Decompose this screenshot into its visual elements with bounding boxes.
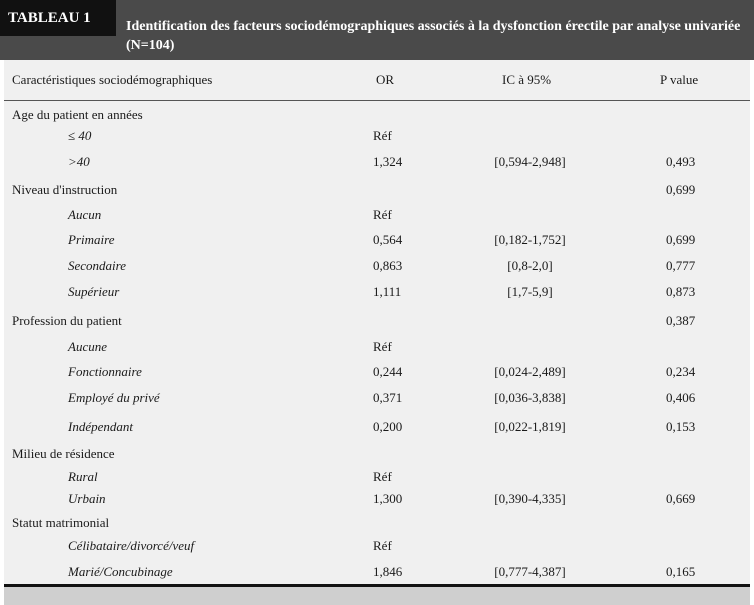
row-p-value: 0,699 [666, 232, 696, 247]
table-column-headers [4, 60, 750, 101]
row-label: Aucun [68, 207, 102, 222]
table-row [4, 390, 750, 408]
row-or: Réf [373, 339, 392, 354]
row-p-value: 0,777 [666, 258, 696, 273]
row-p-value: 0,406 [666, 390, 696, 405]
row-label: Rural [68, 469, 98, 484]
table-row [4, 419, 750, 437]
table-header-bar [0, 0, 754, 60]
row-p-value: 0,153 [666, 419, 696, 434]
row-label: Supérieur [68, 284, 120, 299]
row-label: Marié/Concubinage [68, 564, 173, 579]
row-label: Age du patient en années [12, 107, 143, 122]
row-ic: [0,777-4,387] [494, 564, 566, 579]
row-p-value: 0,669 [666, 491, 696, 506]
row-or: 1,111 [373, 284, 402, 299]
table-row [4, 128, 750, 146]
table-number-label: TABLEAU 1 [0, 0, 116, 36]
column-header-p-value: P value [660, 72, 699, 87]
row-label: Célibataire/divorcé/veuf [68, 538, 195, 553]
row-label: Secondaire [68, 258, 126, 273]
row-p-value: 0,493 [666, 154, 696, 169]
row-p-value: 0,699 [666, 182, 696, 197]
table-row [4, 339, 750, 357]
row-p-value: 0,165 [666, 564, 696, 579]
row-or: 1,324 [373, 154, 403, 169]
row-or: 0,371 [373, 390, 403, 405]
row-or: 0,244 [373, 364, 403, 379]
table-row [4, 232, 750, 250]
row-or: 1,846 [373, 564, 403, 579]
table-row [4, 364, 750, 382]
table-row [4, 182, 750, 200]
table-row [4, 469, 750, 487]
table-footer-bar [4, 587, 750, 605]
row-label: Indépendant [68, 419, 133, 434]
table-row [4, 515, 750, 533]
row-ic: [0,182-1,752] [494, 232, 566, 247]
row-ic: [0,390-4,335] [494, 491, 566, 506]
row-label: Primaire [68, 232, 115, 247]
column-header-characteristic: Caractéristiques sociodémographiques [12, 72, 213, 87]
row-p-value: 0,234 [666, 364, 696, 379]
row-p-value: 0,387 [666, 313, 696, 328]
row-label: ≤ 40 [68, 128, 92, 143]
row-label: Fonctionnaire [68, 364, 142, 379]
row-label: Employé du privé [68, 390, 160, 405]
row-ic: [1,7-5,9] [507, 284, 553, 299]
row-ic: [0,022-1,819] [494, 419, 566, 434]
column-header-or: OR [376, 72, 395, 87]
row-or: Réf [373, 538, 392, 553]
table-row [4, 313, 750, 331]
row-or: Réf [373, 469, 392, 484]
row-p-value: 0,873 [666, 284, 696, 299]
table-row [4, 491, 750, 509]
table-row [4, 446, 750, 464]
table-title: Identification des facteurs sociodémographiques associés à la dysfonction érectile par analyse univariée (N=104) [126, 19, 741, 53]
row-label: Statut matrimonial [12, 515, 110, 530]
table-row [4, 258, 750, 276]
row-label: Urbain [68, 491, 106, 506]
row-or: 0,200 [373, 419, 403, 434]
table-row [4, 207, 750, 225]
row-ic: [0,024-2,489] [494, 364, 566, 379]
row-label: Aucune [68, 339, 107, 354]
row-ic: [0,594-2,948] [494, 154, 566, 169]
row-or: 1,300 [373, 491, 403, 506]
row-label: Milieu de résidence [12, 446, 115, 461]
row-or: 0,863 [373, 258, 403, 273]
column-header-ic: IC à 95% [502, 72, 552, 87]
row-ic: [0,036-3,838] [494, 390, 566, 405]
table-row [4, 154, 750, 172]
row-label: Niveau d'instruction [12, 182, 118, 197]
table-row [4, 538, 750, 556]
row-label: Profession du patient [12, 313, 122, 328]
row-or: Réf [373, 207, 392, 222]
row-ic: [0,8-2,0] [507, 258, 553, 273]
row-or: Réf [373, 128, 392, 143]
table-row [4, 284, 750, 302]
row-label: >40 [68, 154, 90, 169]
table-row [4, 564, 750, 582]
table-row [4, 107, 750, 125]
row-or: 0,564 [373, 232, 403, 247]
